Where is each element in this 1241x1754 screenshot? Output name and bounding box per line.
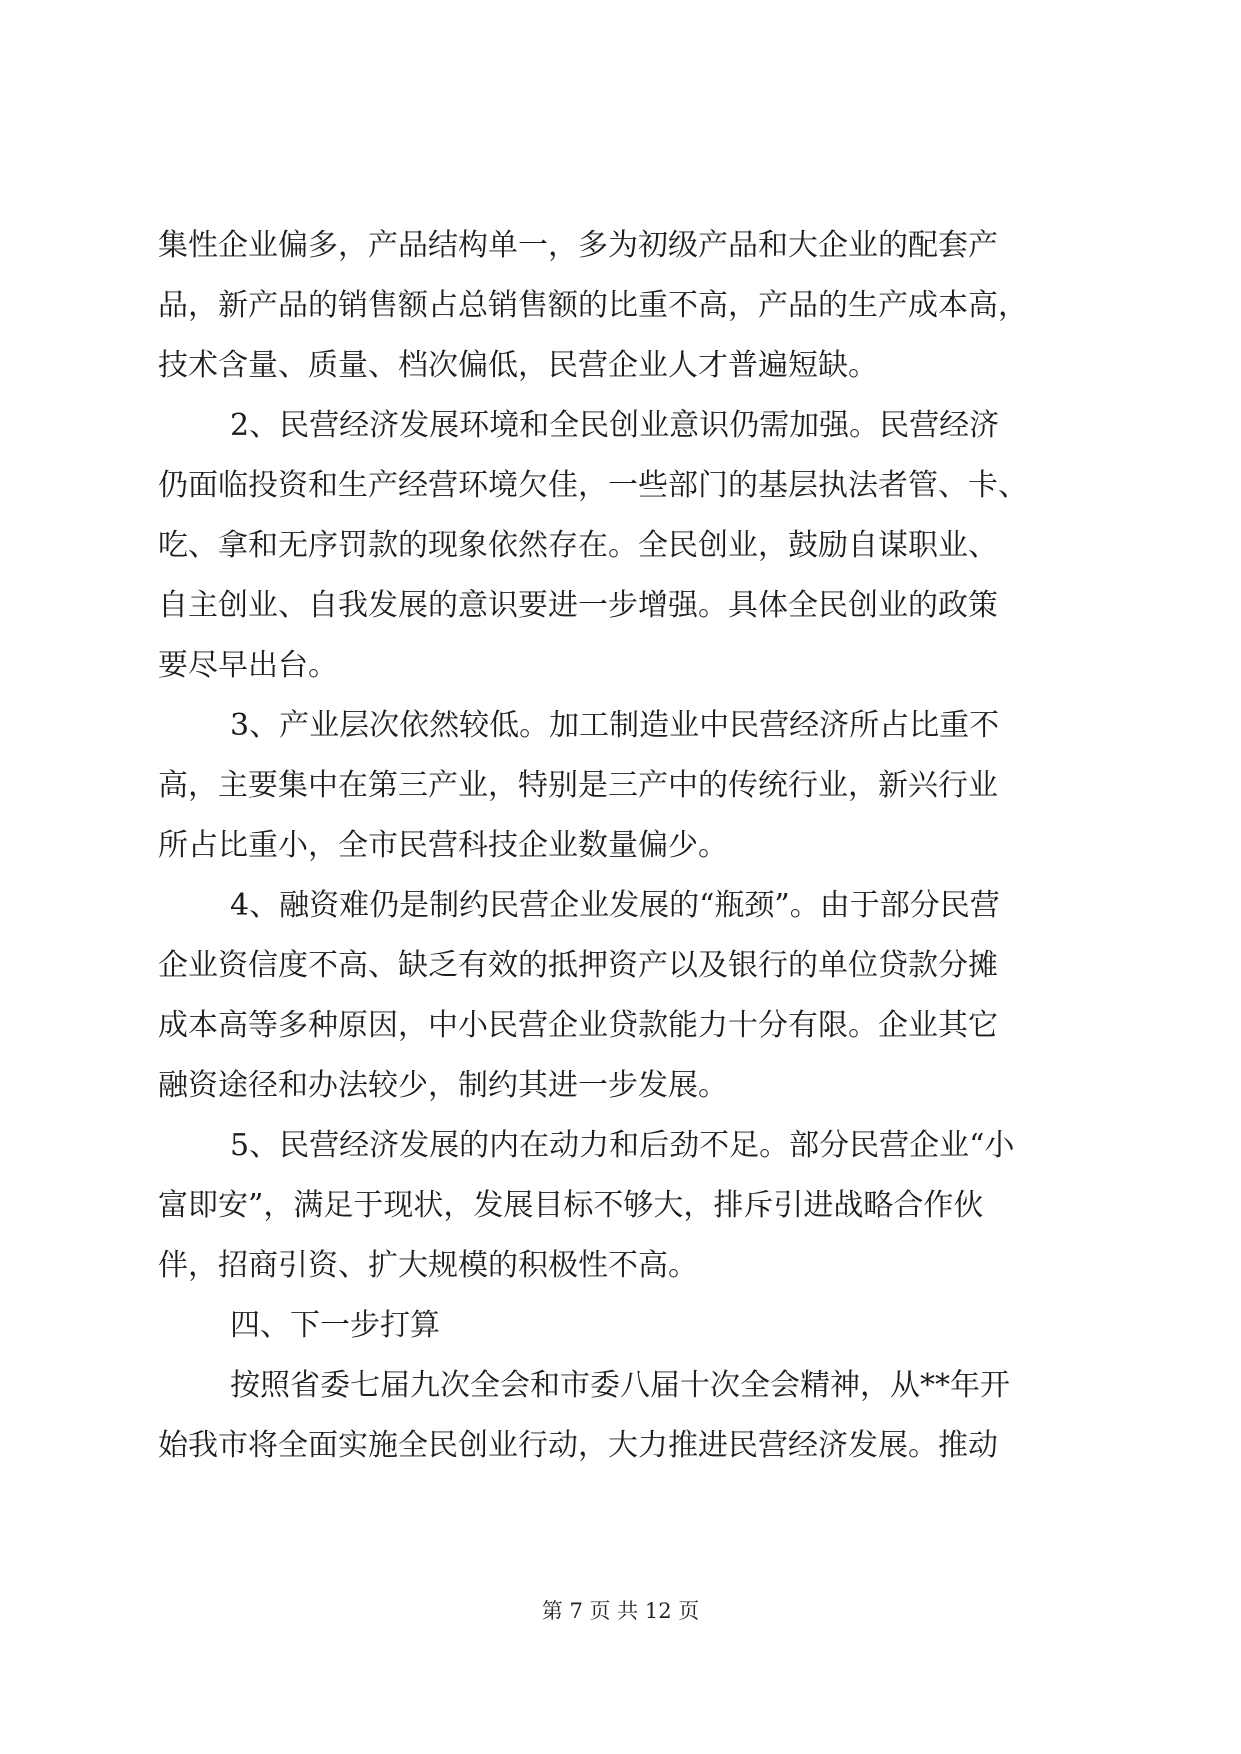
text-line: 5、民营经济发展的内在动力和后劲不足。部分民营企业“小 xyxy=(230,1128,1015,1163)
text-line: 技术含量、质量、档次偏低，民营企业人才普遍短缺。 xyxy=(158,348,878,383)
text-line: 吃、拿和无序罚款的现象依然存在。全民创业，鼓励自谋职业、 xyxy=(158,528,998,563)
text-line: 始我市将全面实施全民创业行动，大力推进民营经济发展。推动 xyxy=(158,1428,998,1463)
text-line: 自主创业、自我发展的意识要进一步增强。具体全民创业的政策 xyxy=(158,588,998,623)
section-heading: 四、下一步打算 xyxy=(230,1308,440,1343)
text-line: 融资途径和办法较少，制约其进一步发展。 xyxy=(158,1068,728,1103)
text-line: 3、产业层次依然较低。加工制造业中民营经济所占比重不 xyxy=(230,708,1000,743)
text-line: 2、民营经济发展环境和全民创业意识仍需加强。民营经济 xyxy=(230,408,1000,443)
text-line: 企业资信度不高、缺乏有效的抵押资产以及银行的单位贷款分摊 xyxy=(158,948,998,983)
text-line: 所占比重小，全市民营科技企业数量偏少。 xyxy=(158,828,728,863)
text-line: 按照省委七届九次全会和市委八届十次全会精神，从**年开 xyxy=(230,1368,1010,1403)
text-line: 高，主要集中在第三产业，特别是三产中的传统行业，新兴行业 xyxy=(158,768,998,803)
text-line: 富即安”，满足于现状，发展目标不够大，排斥引进战略合作伙 xyxy=(158,1188,984,1223)
text-line: 集性企业偏多，产品结构单一，多为初级产品和大企业的配套产 xyxy=(158,228,998,263)
text-line: 要尽早出台。 xyxy=(158,648,338,683)
text-line: 品，新产品的销售额占总销售额的比重不高，产品的生产成本高， xyxy=(158,288,1028,323)
text-line: 4、融资难仍是制约民营企业发展的“瓶颈”。由于部分民营 xyxy=(230,888,1000,923)
text-line: 伴，招商引资、扩大规模的积极性不高。 xyxy=(158,1248,698,1283)
text-line: 仍面临投资和生产经营环境欠佳，一些部门的基层执法者管、卡、 xyxy=(158,468,1028,503)
text-line: 成本高等多种原因，中小民营企业贷款能力十分有限。企业其它 xyxy=(158,1008,998,1043)
page-number-footer: 第 7 页 共 12 页 xyxy=(541,1599,700,1623)
